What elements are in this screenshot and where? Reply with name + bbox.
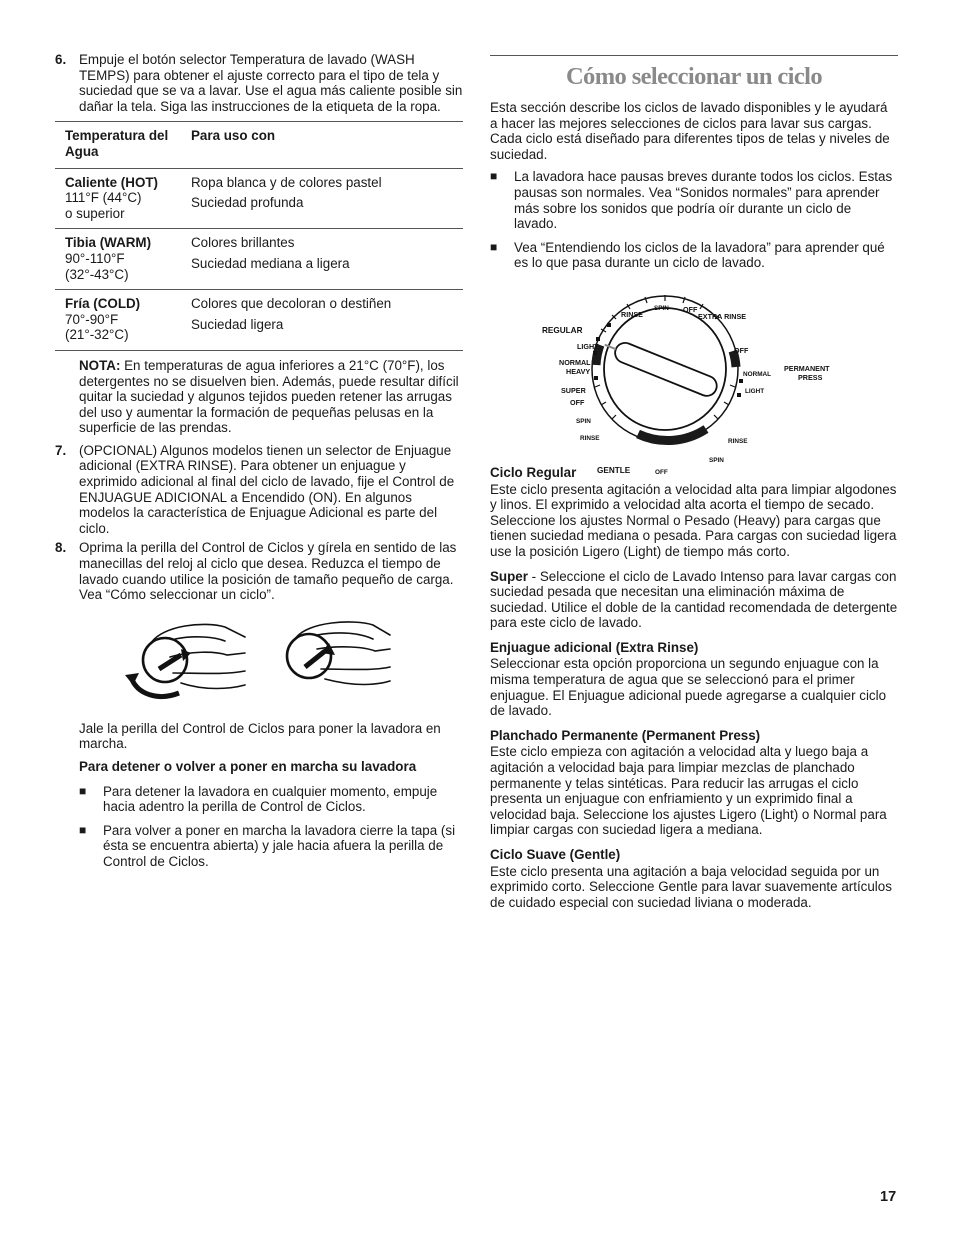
temp-name: Tibia (WARM) [65, 235, 152, 251]
section-title: Cómo seleccionar un ciclo [565, 63, 823, 90]
step-number: 6. [55, 52, 67, 67]
step-number: 7. [55, 442, 67, 458]
divider [490, 55, 898, 56]
usage-item: Colores que decoloran o destiñen [191, 296, 392, 312]
temp-cell [55, 290, 191, 351]
section-permanent-press [490, 728, 898, 838]
water-temperature-table [55, 121, 463, 351]
note-label: NOTA: [79, 357, 121, 373]
label-spin-top: SPIN [654, 304, 669, 312]
temp-range2: o superior [65, 205, 125, 221]
section-text: - Seleccione el ciclo de Lavado Intenso para lavar cargas con suciedad pesada que necesitan una eliminación máxima de suciedad. Utilice el doble de la cantidad recomendada de detergente para este ciclo de lavado. [490, 568, 898, 631]
label-gentle: GENTLE [597, 465, 631, 475]
bullet-text: La lavadora hace pausas breves durante todos los ciclos. Estas pausas son normales. Vea “Sonidos normales” para aprender más sobre los sonidos que podría oír durante un ciclo de lavado. [514, 169, 893, 232]
pull-arrow-icon [305, 651, 325, 667]
bullet-text: Para volver a poner en marcha la lavadora cierre la tapa (si ésta se encuentra abierta) y jale hacia afuera la perilla de Control de Ciclos. [103, 822, 456, 869]
temp-range: 111°F (44°C) [65, 190, 142, 206]
usage-item: Suciedad mediana a ligera [191, 255, 350, 271]
usage-item: Ropa blanca y de colores pastel [191, 174, 382, 190]
hands-illustration [55, 613, 463, 709]
label-permanent: PERMANENT [784, 363, 830, 373]
table-row [55, 290, 463, 351]
bullet-square-icon: ■ [490, 169, 498, 184]
step-text: (OPCIONAL) Algunos modelos tienen un selector de Enjuague adicional (EXTRA RINSE). Para obtener un enjuague y exprimido adicional al final del ciclo de lavado, fije el Control de ENJUAGUE ADICIONAL a Encendido (ON). En algunos modelos la característica de Enjuague Adicional es parte del ciclo. [79, 442, 455, 536]
label-super: SUPER [561, 385, 586, 395]
table-header-row [55, 122, 463, 168]
usage-item: Suciedad profunda [191, 195, 304, 211]
step-text: Empuje el botón selector Temperatura de lavado (WASH TEMPS) para obtener el ajuste correcto para el tipo de tela y suciedad que se va a lavar. Use el agua más caliente posible sin dañar la tela. Siga las instrucciones de la etiqueta de la ropa. [79, 52, 463, 114]
temp-cell [55, 229, 191, 290]
section-heading: Enjuague adicional (Extra Rinse) [490, 639, 699, 655]
temp-name: Fría (COLD) [65, 296, 141, 312]
table-row [55, 229, 463, 290]
section-text: Seleccionar esta opción proporciona un segundo enjuague con la misma temperatura de agua que se seleccionó para el primer enjuague. El Enjuague adicional puede agregarse a cualquier ciclo de lavado. [490, 656, 887, 719]
bullet-square-icon: ■ [79, 783, 87, 798]
list-item [490, 169, 898, 231]
header-usage: Para uso con [191, 128, 276, 144]
temp-range: 70°-90°F [65, 311, 119, 327]
label-press: PRESS [798, 372, 823, 382]
bullet-square-icon: ■ [490, 239, 498, 254]
bullet-text: Para detener la lavadora en cualquier momento, empuje hacia adentro la perilla de Control de Ciclos. [103, 783, 438, 815]
section-heading-inline: Super [490, 568, 528, 584]
label-rinse-right: RINSE [728, 437, 748, 445]
pull-knob-text: Jale la perilla del Control de Ciclos para poner la lavadora en marcha. [79, 720, 441, 752]
table-row [55, 168, 463, 229]
temp-name: Caliente (HOT) [65, 174, 158, 190]
label-rinse-left: RINSE [580, 434, 600, 442]
label-light-right: LIGHT [745, 387, 765, 395]
label-off-right: OFF [734, 345, 749, 355]
header-water-temp: Temperatura del Agua [65, 128, 169, 159]
label-normal-right: NORMAL [743, 370, 772, 378]
section-extra-rinse [490, 640, 898, 719]
bullet-text: Vea “Entendiendo los ciclos de la lavadora” para aprender qué es lo que pasa durante un ciclo de lavado. [514, 239, 885, 271]
section-text: Este ciclo presenta una agitación a baja velocidad seguida por un exprimido corto. Seleccione Gentle para lavar suavemente artículos de cuidado especial con suciedad liviana o moderada. [490, 863, 892, 910]
left-hand-icon [143, 624, 245, 688]
usage-cell [191, 168, 463, 229]
step-text: Oprima la perilla del Control de Ciclos y gírela en sentido de las manecillas del reloj al ciclo que desea. Reduzca el tiempo de lavado cuando utilice la posición de tamaño pequeño de carga. Vea “Cómo seleccionar un ciclo”. [79, 540, 457, 603]
section-gentle [490, 847, 898, 910]
label-spin-bottom: SPIN [709, 456, 724, 464]
list-item [79, 823, 463, 870]
usage-item: Colores brillantes [191, 235, 295, 251]
right-hand-icon [287, 622, 390, 685]
label-regular: REGULAR [542, 325, 583, 335]
right-column [490, 55, 898, 919]
section-text: Este ciclo presenta agitación a velocidad alta para limpiar algodones y linos. El exprimido a velocidad alta acorta el tiempo de secado. Seleccione los ajustes Normal o Pesado (Heavy) para cargas que tienen suciedad mediana o pesada. Para cargas con suciedad ligera use la posición Ligero (Light) de tiempo más corto. [490, 481, 897, 559]
label-off-left: OFF [570, 397, 585, 407]
section-super [490, 569, 898, 631]
section-text: Este ciclo empieza con agitación a velocidad alta y luego baja a agitación a velocidad baja para limpiar mezclas de planchado permanente y telas sintéticas. Para reducir las arrugas el ciclo presenta un enjuague con enfriamiento y un exprimido final a velocidad baja. Seleccione los ajustes Ligero (Light) o Normal para limpiar cargas con suciedad ligera a mediana. [490, 744, 887, 838]
step-7 [55, 443, 463, 537]
label-heavy-left: HEAVY [566, 366, 591, 376]
list-item [490, 240, 898, 271]
note-paragraph [79, 358, 463, 436]
section-regular [490, 465, 898, 560]
usage-cell [191, 229, 463, 290]
bullet-square-icon: ■ [79, 822, 87, 837]
label-extra-rinse: EXTRA RINSE [698, 311, 747, 321]
usage-item: Suciedad ligera [191, 316, 284, 332]
label-light-left: LIGHT [577, 341, 599, 351]
temp-range: 90°-110°F [65, 250, 125, 266]
left-column [55, 52, 463, 878]
list-item [79, 784, 463, 815]
label-off-bottom: OFF [655, 468, 668, 476]
label-normal-left: NORMAL [559, 357, 591, 367]
step-6 [55, 52, 463, 114]
section-heading: Ciclo Regular [490, 464, 577, 480]
page-number: 17 [880, 1189, 897, 1205]
step-number: 8. [55, 540, 67, 556]
temp-cell [55, 168, 191, 229]
temp-range2: (32°-43°C) [65, 266, 129, 282]
section-heading: Ciclo Suave (Gentle) [490, 847, 621, 862]
stop-restart-heading: Para detener o volver a poner en marcha su lavadora [79, 759, 417, 774]
usage-cell [191, 290, 463, 351]
section-heading: Planchado Permanente (Permanent Press) [490, 727, 761, 743]
label-off-top: OFF [683, 304, 698, 314]
turning-knob-illustration [55, 613, 463, 709]
step-8 [55, 540, 463, 602]
label-spin-left: SPIN [576, 417, 591, 425]
label-rinse-top: RINSE [621, 309, 643, 319]
intro-paragraph: Esta sección describe los ciclos de lavado disponibles y le ayudará a hacer las mejores selecciones de ciclos para lavar sus cargas. Cada ciclo está diseñado para diferentes tipos de telas y niveles de suciedad. [490, 100, 890, 162]
temp-range2: (21°-32°C) [65, 327, 129, 343]
note-text: En temperaturas de agua inferiores a 21°C (70°F), los detergentes no se disuelven bien. Además, puede resultar difícil quitar la suciedad y algunos tejidos pueden retener las arrugas del uso y aumentar la formación de pequeñas pelusas en la superficie de las prendas. [79, 357, 459, 436]
